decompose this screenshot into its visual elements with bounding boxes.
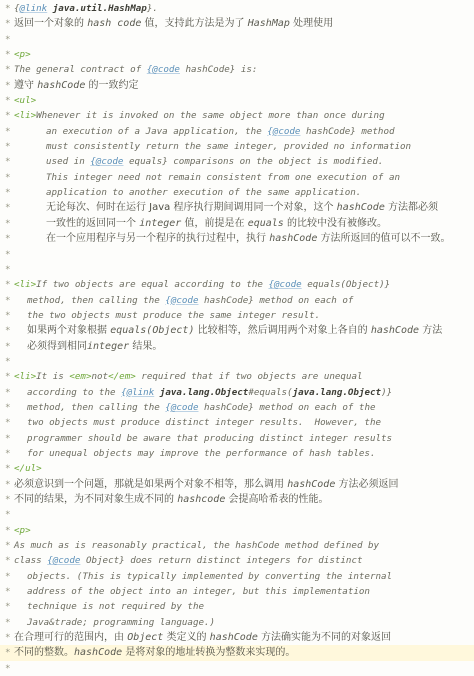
comment-text — [27, 584, 474, 599]
comment-star: * — [5, 524, 11, 536]
inline-code: integer — [139, 217, 182, 229]
text-segment: Java&trade; programming language.) — [27, 616, 216, 628]
comment-line — [0, 1, 474, 16]
inline-code: hashCode — [209, 632, 258, 644]
comment-text — [14, 523, 474, 538]
html-tag: <li> — [14, 110, 37, 122]
inline-code: equals(Object) — [110, 325, 195, 337]
text-segment: hashCode} is: — [179, 64, 258, 76]
inline-code: equals — [247, 217, 284, 229]
inline-code: hashCode — [370, 325, 420, 337]
comment-line — [0, 599, 474, 614]
comment-star: * — [5, 156, 11, 168]
javadoc-tag: {@link — [121, 386, 155, 398]
comment-star: * — [5, 79, 11, 91]
inline-code: hashcode — [177, 494, 226, 505]
comment-star: * — [5, 309, 11, 321]
comment-star: * — [5, 647, 11, 659]
comment-star: * — [5, 447, 11, 459]
text-segment: according to the — [27, 386, 122, 398]
comment-star: * — [5, 463, 11, 475]
inline-code: Object — [127, 632, 164, 644]
comment-line — [0, 415, 474, 430]
class-reference: java.lang.Object — [159, 386, 249, 398]
comment-star: * — [5, 141, 11, 153]
comment-text — [27, 400, 474, 415]
comment-line — [0, 323, 474, 338]
text-segment: 方法确实能为不同的对象返回 — [257, 632, 392, 644]
text-segment: 值，支持此方法是为了 — [141, 18, 248, 30]
comment-text — [27, 569, 474, 584]
text-segment: 类定义的 — [163, 632, 210, 644]
comment-line — [0, 93, 474, 108]
comment-text — [14, 1, 474, 16]
comment-text — [14, 78, 474, 93]
comment-star: * — [5, 509, 11, 521]
comment-text — [14, 108, 474, 123]
comment-text — [27, 415, 474, 430]
comment-line — [0, 277, 474, 292]
comment-text — [14, 630, 474, 645]
text-segment: 不同的结果，为不同对象生成不同的 — [14, 494, 178, 505]
comment-text — [14, 645, 474, 660]
comment-line — [0, 216, 474, 231]
text-segment: 的一致约定 — [85, 79, 139, 91]
text-segment: required that if two objects are unequal — [135, 371, 363, 383]
comment-line — [0, 200, 474, 215]
text-segment: class — [14, 555, 48, 567]
javadoc-tag: {@code — [146, 64, 180, 76]
text-segment: Object} does return distinct integers for distinct — [80, 555, 363, 567]
comment-star: * — [5, 33, 11, 45]
comment-text — [14, 477, 474, 492]
comment-star: * — [5, 401, 11, 413]
class-reference: java.util.HashMap — [52, 3, 147, 14]
comment-line — [0, 569, 474, 584]
comment-star: * — [5, 432, 11, 444]
javadoc-tag: {@code — [268, 279, 302, 291]
comment-text — [46, 139, 474, 154]
comment-star: * — [5, 555, 11, 567]
text-segment: 无论每次、何时在运行 Java 程序执行期间调用同一个对象，这个 — [46, 202, 337, 214]
text-segment: two objects must produce distinct integer results. However, the — [27, 417, 382, 429]
inline-code: hashCode — [37, 79, 86, 91]
text-segment: 必须意识到一个问题，那就是如果两个对象不相等，那么调用 — [14, 478, 288, 490]
text-segment: This integer need not remain consistent from one execution of an — [46, 171, 401, 183]
text-segment: must consistently return the same integer, provided no information — [46, 141, 412, 153]
comment-star: * — [5, 110, 11, 122]
comment-star: * — [5, 616, 11, 628]
comment-line — [0, 661, 474, 676]
comment-text — [46, 170, 474, 185]
class-reference: java.lang.Object — [292, 386, 382, 398]
comment-line — [0, 32, 474, 47]
text-segment: 必须得到相同 — [27, 340, 87, 352]
html-tag: <ul> — [14, 95, 37, 107]
comment-star: * — [5, 570, 11, 582]
comment-star: * — [5, 279, 11, 291]
comment-star: * — [5, 632, 11, 644]
comment-text — [14, 538, 474, 553]
text-segment: 在合理可行的范围内，由 — [14, 632, 128, 644]
comment-star: * — [5, 248, 11, 260]
comment-text — [14, 62, 474, 77]
javadoc-tag: {@code — [165, 401, 199, 413]
comment-text — [27, 339, 474, 354]
comment-line — [0, 461, 474, 476]
comment-line — [0, 538, 474, 553]
comment-text — [14, 553, 474, 568]
text-segment: application to another execution of the same application. — [46, 187, 362, 199]
text-segment: 值，前提是在 — [181, 217, 248, 229]
comment-line — [0, 62, 474, 77]
comment-line — [0, 47, 474, 62]
comment-text — [27, 431, 474, 446]
text-segment: 比较相等，然后调用两个对象上各自的 — [194, 325, 371, 337]
inline-code: HashMap — [247, 18, 290, 30]
comment-star: * — [5, 171, 11, 183]
comment-line — [0, 308, 474, 323]
comment-text — [46, 154, 474, 169]
comment-line — [0, 400, 474, 415]
text-segment: 在一个应用程序与另一个程序的执行过程中，执行 — [46, 233, 270, 245]
comment-text — [27, 615, 474, 630]
comment-star: * — [5, 64, 11, 76]
comment-star: * — [5, 233, 11, 245]
text-segment: 方法 — [419, 325, 443, 337]
comment-star: * — [5, 49, 11, 61]
text-segment: 遵守 — [14, 79, 38, 91]
comment-star: * — [5, 263, 11, 275]
html-tag: </em> — [108, 371, 136, 383]
comment-star: * — [5, 540, 11, 552]
text-segment: As much as is reasonably practical, the hashCode method defined by — [14, 540, 380, 552]
text-segment: 一致性的返回同一个 — [46, 217, 140, 229]
javadoc-tag: {@code — [47, 555, 81, 567]
comment-line — [0, 154, 474, 169]
comment-line — [0, 262, 474, 277]
inline-code: hash code — [87, 18, 142, 30]
comment-text — [46, 231, 474, 246]
comment-text — [46, 185, 474, 200]
comment-text — [46, 216, 474, 231]
text-segment: method, then calling the — [27, 401, 166, 413]
comment-star: * — [5, 601, 11, 613]
text-segment: for unequal objects may improve the performance of hash tables. — [27, 447, 376, 459]
comment-star: * — [5, 494, 11, 505]
inline-code: integer — [87, 340, 130, 352]
comment-text — [27, 599, 474, 614]
inline-code: hashCode — [74, 647, 123, 659]
text-segment: hashCode} method on each of the — [198, 401, 376, 413]
comment-star: * — [5, 371, 11, 383]
text-segment: equals(Object)} — [301, 279, 391, 291]
comment-line — [0, 185, 474, 200]
comment-line — [0, 630, 474, 645]
comment-text — [27, 308, 474, 323]
text-segment: )} — [381, 386, 393, 398]
comment-text — [27, 385, 474, 400]
comment-line — [0, 354, 474, 369]
comment-star: * — [5, 187, 11, 199]
html-tag: <li> — [14, 371, 37, 383]
text-segment: Whenever it is invoked on the same object more than once during — [36, 110, 385, 122]
comment-star: * — [5, 586, 11, 598]
comment-text — [14, 461, 474, 476]
text-segment: 方法所返回的值可以不一致。 — [317, 233, 451, 245]
comment-line — [0, 231, 474, 246]
comment-text — [46, 124, 474, 139]
comment-star: * — [5, 662, 11, 674]
text-segment: It is — [36, 371, 70, 383]
inline-code: hashCode — [336, 202, 385, 214]
html-tag: <em> — [69, 371, 92, 383]
comment-line — [0, 339, 474, 354]
comment-line — [0, 431, 474, 446]
text-segment: hashCode} method — [300, 125, 395, 137]
comment-star: * — [5, 340, 11, 352]
text-segment: 返回一个对象的 — [14, 18, 88, 30]
comment-line — [0, 139, 474, 154]
comment-text — [14, 277, 474, 292]
comment-line — [0, 477, 474, 492]
comment-star: * — [5, 417, 11, 429]
comment-text — [46, 200, 474, 215]
comment-line — [0, 446, 474, 461]
comment-text — [14, 47, 474, 62]
comment-line — [0, 293, 474, 308]
text-segment: #equals( — [248, 386, 293, 398]
comment-text — [14, 93, 474, 108]
text-segment: 方法都必须 — [384, 202, 439, 214]
comment-text — [14, 16, 474, 31]
text-segment: 如果两个对象根据 — [27, 325, 111, 337]
comment-line — [0, 16, 474, 31]
comment-line — [0, 385, 474, 400]
comment-line — [0, 645, 474, 660]
text-segment: 方法必须返回 — [335, 478, 399, 490]
text-segment: 是将对象的地址转换为整数来实现的。 — [122, 647, 296, 659]
comment-line — [0, 523, 474, 538]
text-segment: address of the object into an integer, but this implementation — [27, 586, 370, 598]
comment-star: * — [5, 355, 11, 367]
javadoc-tag: {@code — [267, 125, 301, 137]
javadoc-tag: @link — [19, 3, 48, 14]
text-segment: If two objects are equal according to the — [36, 279, 269, 291]
comment-line — [0, 615, 474, 630]
javadoc-tag: {@code — [90, 156, 124, 168]
text-segment: method, then calling the — [27, 294, 166, 306]
text-segment: 处理使用 — [289, 18, 334, 30]
comment-star: * — [5, 386, 11, 398]
html-tag: <p> — [14, 524, 31, 536]
comment-text — [27, 293, 474, 308]
html-tag: </ul> — [14, 463, 42, 475]
comment-star: * — [5, 325, 11, 337]
comment-star: * — [5, 478, 11, 490]
comment-text — [14, 492, 474, 507]
inline-code: hashCode — [269, 233, 318, 245]
comment-line — [0, 108, 474, 123]
html-tag: <li> — [14, 279, 37, 291]
text-segment: equals} comparisons on the object is modified. — [123, 156, 384, 168]
text-segment: objects. (This is typically implemented by converting the internal — [27, 570, 393, 582]
comment-line — [0, 124, 474, 139]
comment-star: * — [5, 95, 11, 107]
text-segment: an execution of a Java application, the — [46, 125, 268, 137]
text-segment: hashCode} method on each of — [198, 294, 354, 306]
text-segment: 不同的整数。 — [14, 647, 74, 659]
comment-star: * — [5, 125, 11, 137]
comment-line — [0, 247, 474, 262]
comment-line — [0, 553, 474, 568]
comment-text — [14, 369, 474, 384]
javadoc-tag: {@code — [165, 294, 199, 306]
text-segment: { — [14, 3, 20, 14]
text-segment: 结果。 — [129, 340, 163, 352]
comment-text — [27, 446, 474, 461]
text-segment: programmer should be aware that producing distinct integer results — [27, 432, 393, 444]
text-segment: the two objects must produce the same integer result. — [27, 309, 321, 321]
comment-line — [0, 507, 474, 522]
text-segment: }. — [146, 3, 158, 14]
comment-star: * — [5, 294, 11, 306]
text-segment: technique is not required by the — [27, 601, 205, 613]
text-segment: 的比较中没有被修改。 — [283, 217, 388, 229]
text-segment: used in — [46, 156, 91, 168]
comment-line — [0, 492, 474, 507]
comment-line — [0, 170, 474, 185]
text-segment: The general contract of — [14, 64, 147, 76]
comment-text — [27, 323, 474, 338]
comment-star: * — [5, 18, 11, 30]
comment-star: * — [5, 3, 11, 14]
comment-line — [0, 584, 474, 599]
comment-star: * — [5, 202, 11, 214]
comment-star: * — [5, 217, 11, 229]
comment-line — [0, 78, 474, 93]
html-tag: <p> — [14, 49, 31, 61]
comment-line — [0, 369, 474, 384]
text-segment: 会提高哈希表的性能。 — [225, 494, 329, 505]
inline-code: hashCode — [287, 478, 336, 490]
text-segment: not — [91, 371, 109, 383]
